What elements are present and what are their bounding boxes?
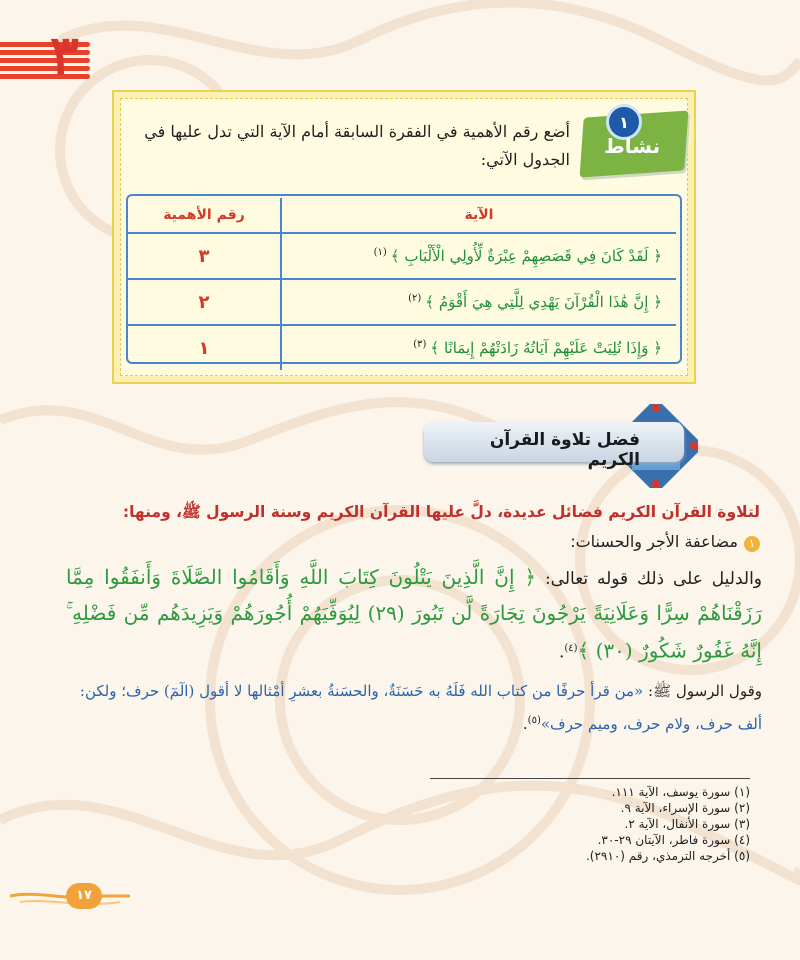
footnote-ref: (٢) xyxy=(408,293,422,304)
importance-cell: ٣ xyxy=(128,233,281,279)
footnote-divider xyxy=(430,778,750,779)
section-title: فضل تلاوة القرآن الكريم xyxy=(489,430,640,470)
verse-cell xyxy=(281,279,676,325)
proof-paragraph: والدليل على ذلك قوله تعالى: ﴿ إِنَّ الَّذِينَ يَتْلُونَ كِتَابَ اللَّهِ وَأَقَامُوا الصَّلَاةَ وَأَنفَقُوا مِمَّا رَزَقْنَاهُمْ سِرًّا وَعَلَانِيَةً يَرْجُونَ تِجَارَةً لَّن تَبُورَ (٢٩) لِيُوَفِّيَهُمْ أُجُورَهُمْ وَيَزِيدَهُم مِّن فَضْلِهِ ۚ إِنَّهُ غَفُورٌ شَكُورٌ (٣٠) ﴾$^{(٤)}$. xyxy=(66,565,763,663)
activity-number: ١ xyxy=(606,104,642,140)
table-row xyxy=(128,325,676,370)
intro-text: لتلاوة القرآن الكريم فضائل عديدة، دلَّ عليها القرآن الكريم وسنة الرسول ﷺ، ومنها: xyxy=(122,503,760,521)
footnote-ref: (٣) xyxy=(413,339,427,350)
point-text: مضاعفة الأجر والحسنات: xyxy=(570,532,738,551)
verse-cell xyxy=(281,233,676,279)
chapter-number: ٣ xyxy=(50,23,80,87)
footnote-item: (٤) سورة فاطر، الآيتان ٢٩-٣٠. xyxy=(597,833,750,847)
page-number: ١٧ xyxy=(66,883,102,909)
verse-text: ﴿ لَقَدْ كَانَ فِي قَصَصِهِمْ عِبْرَةٌ لِّأُولِي الْأَلْبَابِ ﴾ xyxy=(390,247,662,265)
activity-instruction: أضع رقم الأهمية في الفقرة السابقة أمام الآية التي تدل عليها في الجدول الآتي: xyxy=(144,122,570,169)
importance-cell: ٢ xyxy=(128,279,281,325)
header-verse: الآية xyxy=(281,198,676,233)
point-number: ١ xyxy=(744,536,760,552)
table-row xyxy=(128,233,676,279)
footnote-item: (٥) أخرجه الترمذي، رقم (٢٩١٠). xyxy=(585,849,750,863)
point-heading xyxy=(100,532,760,552)
hadith-text: «من قرأ حرفًا من كتاب الله فَلَهُ به حَسَنَةٌ، والحسَنةُ بعشرِ أمْثالها لا أقول (الٓمٓ) حرف؛ ولكن: ألف حرف، ولام حرف، وميم حرف» xyxy=(79,682,762,733)
importance-cell: ١ xyxy=(128,325,281,370)
verse-cell xyxy=(281,325,676,370)
proof-verse: ﴿ إِنَّ الَّذِينَ يَتْلُونَ كِتَابَ اللَّهِ وَأَقَامُوا الصَّلَاةَ وَأَنفَقُوا مِمَّا رَزَقْنَاهُمْ سِرًّا وَعَلَانِيَةً يَرْجُونَ تِجَارَةً لَّن تَبُورَ (٢٩) لِيُوَفِّيَهُمْ أُجُورَهُمْ وَيَزِيدَهُم مِّن فَضْلِهِ ۚ إِنَّهُ غَفُورٌ شَكُورٌ (٣٠) ﴾ xyxy=(66,565,763,663)
footnotes-list xyxy=(430,784,750,864)
hadith-prefix: وقول الرسول ﷺ: xyxy=(647,682,762,700)
footnote-item: (١) سورة يوسف، الآية ١١١. xyxy=(611,785,750,799)
footnote-item: (٢) سورة الإسراء، الآية ٩. xyxy=(620,801,750,815)
table-row xyxy=(128,279,676,325)
footnote-item: (٣) سورة الأنفال، الآية ٢. xyxy=(624,817,750,831)
footnote-ref: (٤) xyxy=(564,643,578,654)
footnote-ref: (٥) xyxy=(527,715,541,726)
verse-text: ﴿ وَإِذَا تُلِيَتْ عَلَيْهِمْ آيَاتُهُ زَادَتْهُمْ إِيمَانًا ﴾ xyxy=(430,339,662,357)
header-importance: رقم الأهمية xyxy=(128,198,281,233)
activity-label: نشاط xyxy=(604,134,661,158)
hadith-paragraph: وقول الرسول ﷺ: «من قرأ حرفًا من كتاب الله فَلَهُ به حَسَنَةٌ، والحسَنةُ بعشرِ أمْثالها لا أقول (الٓمٓ) حرف؛ ولكن: ألف حرف، ولام حرف، وميم حرف»$^{(٥)}$. xyxy=(79,682,762,733)
verse-text: ﴿ إِنَّ هَٰذَا الْقُرْآنَ يَهْدِي لِلَّتِي هِيَ أَقْوَمُ ﴾ xyxy=(425,293,662,311)
proof-prefix: والدليل على ذلك قوله تعالى: xyxy=(544,569,762,589)
activity-badge xyxy=(572,100,692,182)
footnote-ref: (١) xyxy=(373,247,387,258)
verses-table xyxy=(128,198,676,370)
